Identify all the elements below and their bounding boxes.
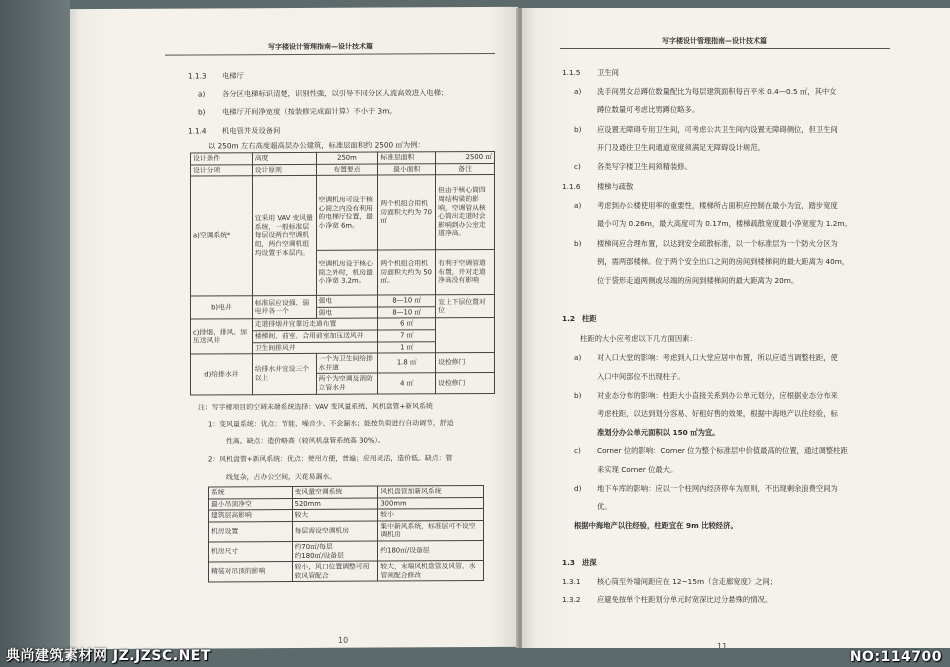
table-cell: 高度 bbox=[252, 152, 316, 164]
page-number: 10 bbox=[338, 635, 349, 645]
table-cell: 两个机组合用机房面积大约为 50 ㎡。 bbox=[378, 250, 436, 295]
table-cell: 但由于核心筒四周结构梁的影响，空调管从核心筒出走道时会影响到办公室走道净高。 bbox=[436, 175, 495, 250]
table-cell: 设检修门 bbox=[436, 373, 495, 393]
header-rule bbox=[165, 53, 495, 56]
table-cell: 设检修门 bbox=[436, 353, 495, 373]
table-cell: 精装对吊顶的影响 bbox=[209, 562, 293, 583]
table-row bbox=[191, 353, 495, 375]
section-title: 卫生间 bbox=[597, 68, 619, 77]
table-cell: 约70㎡/每层 约180㎡/设备层 bbox=[292, 541, 378, 562]
item-mark: b) bbox=[574, 239, 582, 248]
section-number: 1.1.3 bbox=[188, 71, 207, 81]
table-row bbox=[209, 561, 484, 583]
table-cell: 300mm bbox=[378, 497, 484, 509]
table-cell: 最小吊顶净空 bbox=[209, 498, 293, 510]
ac-compare-table bbox=[208, 485, 484, 583]
right-page bbox=[522, 8, 950, 648]
table-cell: 布置要点 bbox=[316, 164, 378, 176]
item-text: 蹲位数量可考虑比男蹲位略多。 bbox=[597, 105, 700, 114]
shaft-table bbox=[190, 151, 495, 395]
item-text: 应设置无障碍专用卫生间，可考虑公共卫生间内设置无障碍侧位，但卫生间 bbox=[597, 125, 838, 134]
section-intro: 柱距的大小应考虑以下几方面因素： bbox=[580, 334, 697, 343]
item-text: 入口中间部位不出现柱子。 bbox=[597, 372, 685, 381]
table-cell: 弱电 bbox=[316, 307, 378, 319]
table-cell: 给排水井宜设三个以上 bbox=[252, 354, 316, 395]
table-cell: 走道排烟井宜靠近走道布置 bbox=[252, 318, 378, 330]
item-text: 楼梯间应合理布置，以达到安全疏散标准，以一个标准层为一个防火分区为 bbox=[597, 239, 838, 248]
item-text: 开门及通往卫生间通道宽度须满足无障碍设计规范。 bbox=[597, 143, 765, 152]
note-intro: 注：写字楼项目的空调末端系统选择：VAV 变风量系统、风机盘管+新风系统 bbox=[198, 402, 433, 412]
left-page bbox=[70, 7, 518, 649]
table-cell: c)排烟、排风、加压送风井 bbox=[191, 319, 253, 354]
section-number: 1.2 bbox=[562, 314, 575, 323]
table-cell: 较小，风口位置调整可用软风管配合 bbox=[292, 561, 378, 582]
item-mark: a) bbox=[198, 89, 206, 99]
background-edge bbox=[0, 0, 70, 667]
table-cell: 7 ㎡ bbox=[378, 330, 436, 342]
watermark-site: 典尚建筑素材网 JZ.JZSC.NET bbox=[6, 648, 211, 664]
item-text: 对入口大堂的影响：考虑到入口大堂应居中布置，所以应适当调整柱距，使 bbox=[597, 353, 838, 362]
table-cell: 每层需设空调机房 bbox=[292, 521, 378, 542]
table-cell: 520mm bbox=[292, 498, 378, 510]
page-header: 写字楼设计管理指南—设计技术篇 bbox=[268, 42, 373, 52]
note-line: 性高。缺点：造价略高（较风机盘管系统高 30%）。 bbox=[226, 436, 385, 446]
section-title: 柱距 bbox=[582, 314, 597, 323]
table-cell: a)空调系统* bbox=[191, 176, 253, 296]
item-text: 电梯厅开间净宽度（按装修完成面计算）不小于 3m。 bbox=[222, 106, 397, 117]
item-mark: c) bbox=[574, 446, 581, 455]
item-text: 位于袋形走道两侧或尽端的房间到楼梯间的最大距离为 20m。 bbox=[597, 276, 799, 285]
item-text: 优。 bbox=[597, 502, 612, 511]
table-cell: 宜采用 VAV 变风量系统，一般标准层每层设两台空调机组，两台空调机组均设置于本层内。 bbox=[252, 176, 316, 296]
table-cell: 卫生间排风井 bbox=[252, 342, 378, 354]
item-mark: b) bbox=[198, 107, 206, 117]
section-number: 1.1.5 bbox=[562, 68, 581, 77]
page-number: 11 bbox=[717, 642, 728, 648]
item-mark: a) bbox=[574, 87, 582, 96]
table-cell: 标准层应设强、弱电井各一个 bbox=[252, 296, 316, 320]
table-cell: 较小 bbox=[378, 509, 484, 521]
table-cell: 变风量空调系统 bbox=[292, 486, 378, 498]
item-text: 例，需两部楼梯。位于两个安全出口之间的房间到楼梯间的最大距离为 40m， bbox=[597, 257, 850, 266]
table-cell: b)电井 bbox=[191, 296, 253, 320]
table-cell: 风机盘管加新风系统 bbox=[378, 486, 484, 498]
table-cell: 设计原则 bbox=[252, 164, 316, 176]
conclusion-text: 根据中海地产以往经验，柱距宜在 9m 比较经济。 bbox=[574, 521, 738, 530]
item-mark: b) bbox=[574, 391, 582, 400]
table-cell: 最小面积 bbox=[378, 163, 436, 175]
table-cell: 4 ㎡ bbox=[378, 373, 436, 393]
table-row bbox=[191, 295, 495, 308]
section-title: 电梯厅 bbox=[222, 71, 244, 81]
table-cell: 空调机房设于核心筒之外时，机房最小净宽 3.2m。 bbox=[316, 250, 378, 295]
table-cell: 较大，末端风机盘管及风管、水管须配合修改 bbox=[378, 561, 484, 582]
note-line: 2：风机盘管+新风系统：优点：使用方便，普遍；应用灵活，造价低。缺点：管 bbox=[208, 454, 453, 464]
section-title: 机电管井及设备间 bbox=[222, 126, 281, 136]
section-number: 1.1.6 bbox=[562, 182, 581, 191]
table-cell: 机房设置 bbox=[209, 521, 293, 542]
table-cell: 集中新风系统，标准层可不设空调机房 bbox=[378, 520, 484, 541]
table-cell bbox=[436, 318, 495, 353]
item-text: 各类写字楼卫生间须精装修。 bbox=[597, 162, 692, 171]
table-cell: 8—10 ㎡ bbox=[378, 307, 436, 319]
table-cell: 宜上下层位置对位 bbox=[436, 295, 495, 318]
item-text: 应避免按单个柱距划分单元时宽深比过分悬殊的情况。 bbox=[597, 595, 773, 604]
item-text: 对业态分布的影响：柱距大小直接关系到办公单元划分，应根据业态分布来 bbox=[597, 391, 838, 400]
table-cell: 机房尺寸 bbox=[209, 541, 293, 562]
section-intro: 以 250m 左右高度超高层办公建筑，标准层面积约 2500 ㎡为例： bbox=[208, 140, 425, 151]
header-rule bbox=[560, 48, 890, 49]
section-number: 1.3 bbox=[562, 558, 575, 567]
table-cell: 设计条件 bbox=[191, 153, 253, 165]
table-cell: 250m bbox=[316, 152, 378, 164]
item-mark: a) bbox=[574, 353, 582, 362]
note-line: 线复杂，占办公空间，天花易漏水。 bbox=[226, 472, 337, 482]
table-cell: 备注 bbox=[436, 163, 495, 175]
item-text: 考虑柱距，以达到划分容易、好租好售的效果，根据中海地产以往经验，标 bbox=[597, 409, 838, 418]
table-cell: 1.8 ㎡ bbox=[378, 353, 436, 373]
table-cell: 强电 bbox=[316, 295, 378, 307]
item-text: 洗手间男女总蹲位数量配比为每层建筑面积每百平米 0.4—0.5 ㎡，其中女 bbox=[597, 87, 837, 96]
item-text: 最小可为 0.26m，最大高度可为 0.17m，楼梯疏散宽度最小净宽度为 1.2m。 bbox=[597, 219, 852, 228]
item-mark: c) bbox=[574, 162, 581, 171]
note-line: 1：变风量系统：优点：节能、噪音少、不会漏水；能按负荷进行自动调节，舒适 bbox=[208, 419, 454, 429]
item-text: 来实现 Corner 位最大。 bbox=[597, 465, 678, 474]
table-cell: 楼梯间、前室、合用前室加压送风井 bbox=[252, 330, 378, 342]
table-cell: 有利于空调管道布置，并对走道净高没有影响 bbox=[436, 250, 495, 295]
item-mark: a) bbox=[574, 201, 582, 210]
watermark-number: NO:114700 bbox=[849, 649, 942, 665]
table-cell: 6 ㎡ bbox=[378, 318, 436, 330]
item-mark: b) bbox=[574, 125, 582, 134]
item-number: 1.3.1 bbox=[562, 577, 581, 586]
table-row bbox=[209, 540, 484, 562]
section-title: 进深 bbox=[582, 558, 597, 567]
table-row bbox=[191, 318, 495, 331]
table-cell: 两个为空调及消防立管水井 bbox=[316, 373, 378, 394]
item-number: 1.3.2 bbox=[562, 595, 581, 604]
item-text: 核心筒至外墙间距应在 12~15m（含走廊宽度）之间； bbox=[597, 577, 778, 586]
table-cell: 空调机房可设于核心筒之内没有利用的电梯厅位置，最小净宽 6m。 bbox=[316, 175, 378, 250]
section-title: 楼梯与疏散 bbox=[597, 182, 634, 191]
table-cell: 2500 ㎡ bbox=[436, 151, 495, 163]
item-text: Corner 位的影响：Corner 位为整个标准层中价值最高的位置，通过调整柱距 bbox=[597, 446, 848, 455]
item-text: 考虑到办公楼使用率的重要性，楼梯所占面积应控制在最小为宜，踏步宽度 bbox=[597, 201, 838, 210]
table-cell: 标准层面积 bbox=[378, 152, 436, 164]
table-cell: 8—10 ㎡ bbox=[378, 295, 436, 307]
table-cell: 约180㎡/设备层 bbox=[378, 540, 484, 561]
item-text: 地下车库的影响：应以一个柱网内经济停车为原则，不出现剩余浪费空间为 bbox=[597, 484, 838, 493]
item-text: 准划分办公单元面积以 150 ㎡为宜。 bbox=[597, 428, 720, 437]
table-row bbox=[209, 520, 484, 542]
table-cell: 设计分项 bbox=[191, 164, 253, 176]
item-mark: d) bbox=[574, 484, 582, 493]
table-cell: 两个机组合用机房面积大约为 70 ㎡ bbox=[378, 175, 436, 250]
table-cell: 一个为卫生间给排水井道 bbox=[316, 353, 378, 374]
table-cell: d)给排水井 bbox=[191, 354, 253, 395]
section-number: 1.1.4 bbox=[188, 126, 207, 136]
table-cell: 建筑层高影响 bbox=[209, 510, 293, 522]
item-text: 各分区电梯标识清楚，识别性强，以引导不同分区人流高效进入电梯； bbox=[222, 88, 449, 99]
table-cell: 系统 bbox=[209, 487, 293, 499]
table-cell: 较大 bbox=[292, 509, 378, 521]
table-cell: 1 ㎡ bbox=[378, 341, 436, 353]
page-header: 写字楼设计管理指南—设计技术篇 bbox=[662, 37, 767, 45]
table-row bbox=[191, 175, 495, 252]
